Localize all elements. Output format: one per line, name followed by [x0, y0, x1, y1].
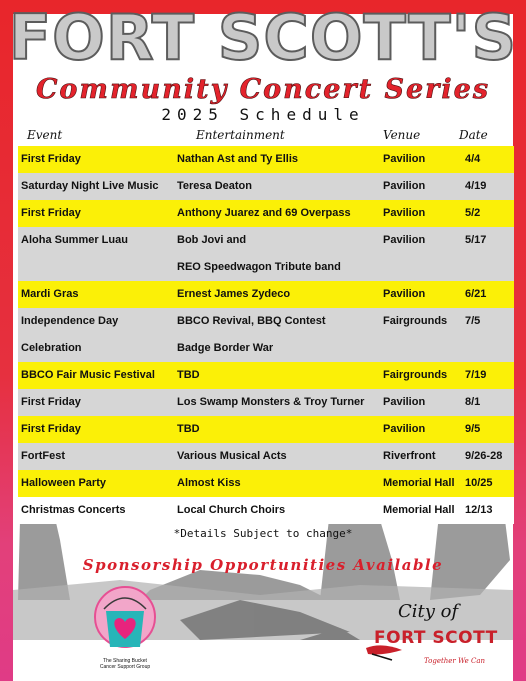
header-event: Event: [27, 128, 63, 142]
schedule-row: [18, 416, 514, 443]
entertainment-cell: Bob Jovi and: [177, 234, 247, 246]
entertainment-cell: Nathan Ast and Ty Ellis: [177, 153, 299, 165]
venue-cell: Pavilion: [383, 207, 426, 219]
entertainment-cell: REO Speedwagon Tribute band: [177, 261, 341, 273]
header-entertainment: Entertainment: [196, 128, 285, 142]
event-cell: Halloween Party: [21, 477, 106, 489]
disclaimer-text: *Details Subject to change*: [173, 527, 353, 540]
sponsorship-banner: Sponsorship Opportunities Available: [82, 556, 444, 574]
date-cell: 5/17: [465, 234, 487, 246]
event-cell: Saturday Night Live Music: [21, 180, 159, 192]
schedule-year: 2025 Schedule: [161, 105, 365, 124]
venue-cell: Pavilion: [383, 234, 426, 246]
event-cell: BBCO Fair Music Festival: [21, 369, 155, 381]
event-cell: Christmas Concerts: [21, 504, 126, 516]
entertainment-cell: TBD: [177, 369, 200, 381]
sharing-bucket-name: The Sharing Bucket: [103, 658, 147, 664]
sharing-bucket-logo: [92, 585, 158, 669]
date-cell: 7/19: [465, 369, 487, 381]
fort-scott-wordmark: FORT SCOTT: [374, 628, 498, 648]
venue-cell: Pavilion: [383, 423, 426, 435]
sharing-bucket-caption: [94, 658, 156, 670]
venue-cell: Pavilion: [383, 288, 426, 300]
schedule-row: [18, 362, 514, 389]
header-venue: Venue: [383, 128, 421, 142]
entertainment-cell: Local Church Choirs: [177, 504, 286, 516]
entertainment-cell: Various Musical Acts: [177, 450, 287, 462]
schedule-row: [18, 146, 514, 173]
city-tagline: Together We Can: [424, 657, 486, 665]
schedule-row: [18, 254, 514, 281]
schedule-row: [18, 470, 514, 497]
date-cell: 12/13: [465, 504, 493, 516]
venue-cell: Pavilion: [383, 396, 426, 408]
event-cell: First Friday: [21, 207, 81, 219]
venue-cell: Riverfront: [383, 450, 436, 462]
venue-cell: Fairgrounds: [383, 369, 448, 381]
schedule-row: [18, 173, 514, 200]
schedule-table: [18, 146, 514, 524]
schedule-row: [18, 389, 514, 416]
poster-title: FORT SCOTT'S: [8, 1, 518, 74]
schedule-row: [18, 335, 514, 362]
entertainment-cell: BBCO Revival, BBQ Contest: [177, 315, 326, 327]
series-subtitle: Community Concert Series: [35, 74, 491, 105]
schedule-row: [18, 308, 514, 335]
date-cell: 9/26-28: [465, 450, 503, 462]
schedule-row: [18, 281, 514, 308]
entertainment-cell: TBD: [177, 423, 200, 435]
entertainment-cell: Almost Kiss: [177, 477, 241, 489]
entertainment-cell: Teresa Deaton: [177, 180, 252, 192]
date-cell: 6/21: [465, 288, 487, 300]
header-date: Date: [459, 128, 488, 142]
venue-cell: Pavilion: [383, 153, 426, 165]
entertainment-cell: Anthony Juarez and 69 Overpass: [177, 207, 351, 219]
event-cell: FortFest: [21, 450, 65, 462]
event-cell: Independence Day: [21, 315, 119, 327]
entertainment-cell: Ernest James Zydeco: [177, 288, 291, 300]
event-cell: Aloha Summer Luau: [21, 234, 128, 246]
date-cell: 7/5: [465, 315, 481, 327]
city-of-text: City of: [398, 601, 459, 622]
schedule-row: [18, 227, 514, 254]
schedule-row: [18, 200, 514, 227]
date-cell: 4/19: [465, 180, 487, 192]
event-cell: First Friday: [21, 153, 81, 165]
date-cell: 4/4: [465, 153, 481, 165]
event-cell: Mardi Gras: [21, 288, 79, 300]
date-cell: 10/25: [465, 477, 493, 489]
event-cell: Celebration: [21, 342, 82, 354]
sharing-bucket-subcaption: Cancer Support Group: [99, 664, 151, 670]
venue-cell: Fairgrounds: [383, 315, 448, 327]
entertainment-cell: Badge Border War: [177, 342, 274, 354]
date-cell: 5/2: [465, 207, 481, 219]
schedule-row: [18, 443, 514, 470]
date-cell: 8/1: [465, 396, 481, 408]
schedule-row: [18, 497, 514, 524]
date-cell: 9/5: [465, 423, 481, 435]
venue-cell: Memorial Hall: [383, 504, 455, 516]
event-cell: First Friday: [21, 423, 81, 435]
venue-cell: Pavilion: [383, 180, 426, 192]
entertainment-cell: Los Swamp Monsters & Troy Turner: [177, 396, 365, 408]
venue-cell: Memorial Hall: [383, 477, 455, 489]
event-cell: First Friday: [21, 396, 81, 408]
